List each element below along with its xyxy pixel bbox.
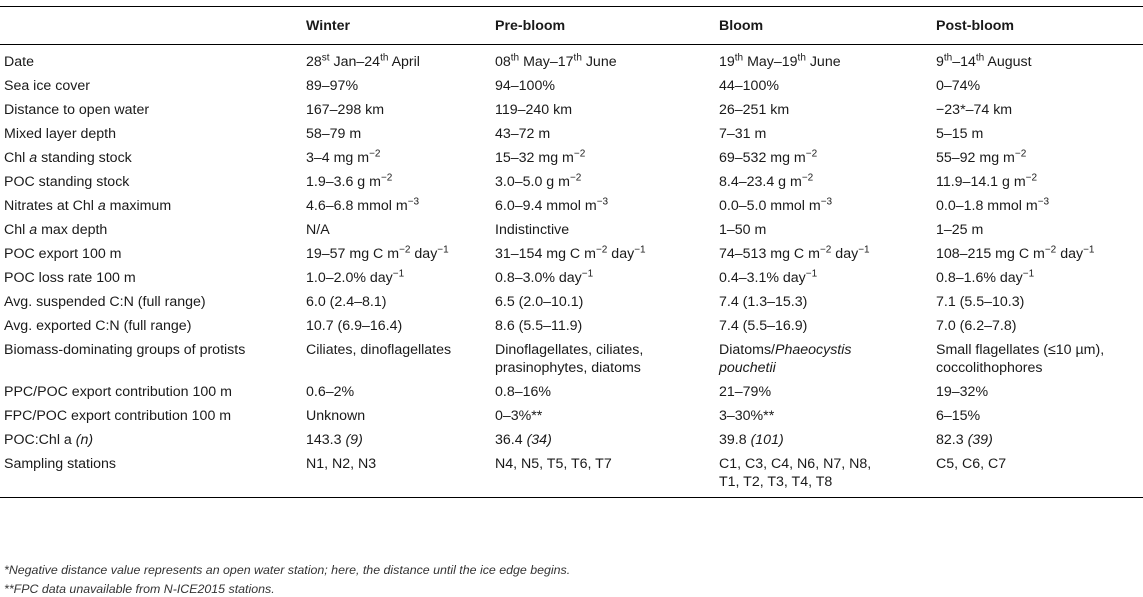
table-cell — [306, 266, 495, 290]
row-label — [0, 428, 306, 452]
text-run: –14 — [952, 54, 976, 70]
text-run: 0.8–3.0% day — [495, 270, 582, 286]
row-label — [0, 452, 306, 498]
table-cell — [306, 404, 495, 428]
header-cell-label — [0, 7, 306, 45]
text-run: coccolithophores — [936, 360, 1043, 376]
text-run: Biomass-dominating groups of protists — [4, 342, 246, 358]
text-run: 6.0 (2.4–8.1) — [306, 294, 387, 310]
footnote-2: **FPC data unavailable from N-ICE2015 stations. — [4, 582, 275, 596]
table-cell — [936, 242, 1143, 266]
text-run: maximum — [105, 198, 172, 214]
superscript: −1 — [634, 244, 646, 256]
table-cell — [936, 452, 1143, 498]
text-run: 1.9–3.6 g m — [306, 174, 381, 190]
table-cell — [306, 45, 495, 75]
table-row — [0, 266, 1143, 290]
table-cell — [495, 452, 719, 498]
table-cell — [306, 74, 495, 98]
table-row — [0, 404, 1143, 428]
text-run: 7.0 (6.2–7.8) — [936, 318, 1017, 334]
superscript: −2 — [399, 244, 411, 256]
text-run: POC standing stock — [4, 174, 130, 190]
table-cell — [936, 338, 1143, 380]
table-cell — [306, 122, 495, 146]
row-label — [0, 122, 306, 146]
table-row — [0, 290, 1143, 314]
table-cell — [719, 45, 936, 75]
table-cell — [719, 98, 936, 122]
text-run: Distance to open water — [4, 102, 150, 118]
table-cell — [306, 146, 495, 170]
superscript: th — [975, 52, 985, 64]
text-run: April — [388, 54, 420, 70]
table-cell — [495, 428, 719, 452]
text-run: (n) — [75, 432, 94, 448]
text-run: 89–97% — [306, 78, 359, 94]
header-cell-post-bloom: Post-bloom — [936, 18, 1015, 34]
text-run: (34) — [526, 432, 552, 448]
table-cell — [306, 290, 495, 314]
table-cell — [936, 218, 1143, 242]
text-run: T1, T2, T3, T4, T8 — [719, 474, 833, 490]
row-label — [0, 338, 306, 380]
text-run: 3–4 mg m — [306, 150, 370, 166]
text-run: a — [29, 150, 38, 166]
text-run: Avg. exported C:N (full range) — [4, 318, 192, 334]
table-cell — [936, 314, 1143, 338]
row-label — [0, 194, 306, 218]
text-run: 8.6 (5.5–11.9) — [495, 318, 583, 334]
text-run: 08 — [495, 54, 511, 70]
table-cell — [719, 428, 936, 452]
table-cell — [306, 242, 495, 266]
row-label — [0, 146, 306, 170]
text-run: standing stock — [37, 150, 132, 166]
text-run: POC loss rate 100 m — [4, 270, 136, 286]
table-cell — [936, 146, 1143, 170]
text-run: day — [410, 246, 438, 262]
superscript: −3 — [407, 196, 420, 208]
text-run: 6–15% — [936, 408, 981, 424]
text-run: 19–32% — [936, 384, 989, 400]
superscript: th — [380, 52, 389, 64]
superscript: −2 — [595, 244, 608, 256]
table-row — [0, 170, 1143, 194]
text-run: 21–79% — [719, 384, 772, 400]
text-run: C5, C6, C7 — [936, 456, 1007, 472]
superscript: st — [321, 52, 330, 64]
text-run: Ciliates, dinoflagellates — [306, 342, 452, 358]
table-cell — [495, 146, 719, 170]
text-run: a — [29, 222, 38, 238]
text-run: 0.0–1.8 mmol m — [936, 198, 1038, 214]
text-run: 55–92 mg m — [936, 150, 1015, 166]
text-run: June — [805, 54, 841, 70]
text-run: (39) — [967, 432, 993, 448]
table-cell — [719, 404, 936, 428]
superscript: th — [510, 52, 520, 64]
text-run: 8.4–23.4 g m — [719, 174, 802, 190]
superscript: −2 — [380, 172, 393, 184]
text-run: 108–215 mg C m — [936, 246, 1045, 262]
table-cell — [495, 404, 719, 428]
text-run: Chl — [4, 150, 30, 166]
table-cell — [936, 45, 1143, 75]
text-run: May–19 — [743, 54, 798, 70]
text-run: 1–25 m — [936, 222, 984, 238]
text-run: 0.4–3.1% day — [719, 270, 806, 286]
table-row — [0, 314, 1143, 338]
text-run: 6.0–9.4 mmol m — [495, 198, 597, 214]
text-run: 26–251 km — [719, 102, 790, 118]
text-run: (101) — [750, 432, 784, 448]
table-cell — [719, 218, 936, 242]
text-run: prasinophytes, diatoms — [495, 360, 641, 376]
table-cell — [495, 74, 719, 98]
table-row — [0, 98, 1143, 122]
text-run: 74–513 mg C m — [719, 246, 820, 262]
text-run: 143.3 — [306, 432, 346, 448]
text-run: Phaeocystis — [774, 342, 852, 358]
header-cell-winter: Winter — [306, 18, 351, 34]
table-cell — [936, 404, 1143, 428]
superscript: th — [797, 52, 806, 64]
superscript: th — [573, 52, 582, 64]
text-run: Date — [4, 54, 34, 70]
text-run: (9) — [345, 432, 363, 448]
text-run: POC export 100 m — [4, 246, 122, 262]
text-run: Diatoms/ — [719, 342, 775, 358]
text-run: Unknown — [306, 408, 366, 424]
text-run: 3–30%** — [719, 408, 775, 424]
table-cell — [719, 266, 936, 290]
text-run: 7–31 m — [719, 126, 767, 142]
table-cell — [306, 170, 495, 194]
row-label — [0, 380, 306, 404]
text-run: 19 — [719, 54, 735, 70]
superscript: −2 — [573, 148, 586, 160]
text-run: 9 — [936, 54, 944, 70]
text-run: Mixed layer depth — [4, 126, 116, 142]
text-run: Indistinctive — [495, 222, 570, 238]
text-run: 7.4 (1.3–15.3) — [719, 294, 808, 310]
text-run: May–17 — [519, 54, 574, 70]
table-cell — [495, 98, 719, 122]
table-cell — [306, 452, 495, 498]
superscript: −2 — [819, 244, 832, 256]
table-cell — [719, 194, 936, 218]
text-run: 0.0–5.0 mmol m — [719, 198, 821, 214]
table-cell — [936, 380, 1143, 404]
superscript: −1 — [805, 268, 818, 280]
superscript: −2 — [805, 148, 818, 160]
text-run: FPC/POC export contribution 100 m — [4, 408, 232, 424]
text-run: 6.5 (2.0–10.1) — [495, 294, 584, 310]
text-run: 58–79 m — [306, 126, 362, 142]
table-row — [0, 74, 1143, 98]
text-run: day — [831, 246, 859, 262]
table-cell — [936, 194, 1143, 218]
table-cell — [495, 122, 719, 146]
text-run: N1, N2, N3 — [306, 456, 377, 472]
text-run: 94–100% — [495, 78, 555, 94]
text-run: C1, C3, C4, N6, N7, N8, — [719, 456, 872, 472]
text-run: 0.8–16% — [495, 384, 552, 400]
table-cell — [719, 452, 936, 498]
text-run: day — [607, 246, 635, 262]
text-run: Avg. suspended C:N (full range) — [4, 294, 206, 310]
text-run: Jan–24 — [329, 54, 381, 70]
text-run: June — [581, 54, 617, 70]
text-run: 3.0–5.0 g m — [495, 174, 570, 190]
text-run: −23*–74 km — [936, 102, 1013, 118]
superscript: −3 — [820, 196, 833, 208]
text-run: Sea ice cover — [4, 78, 90, 94]
data-table — [0, 6, 1143, 498]
table-cell — [936, 122, 1143, 146]
table-cell — [495, 338, 719, 380]
superscript: −1 — [1083, 244, 1095, 256]
table-row — [0, 194, 1143, 218]
superscript: −1 — [392, 268, 405, 280]
table-cell — [719, 74, 936, 98]
table-row — [0, 428, 1143, 452]
table-row — [0, 380, 1143, 404]
row-label — [0, 404, 306, 428]
text-run: Dinoflagellates, ciliates, — [495, 342, 644, 358]
table-cell — [719, 122, 936, 146]
text-run: 0.8–1.6% day — [936, 270, 1023, 286]
footnote-1: *Negative distance value represents an open water station; here, the distance until the ice edge begins. — [4, 563, 571, 577]
text-run: 31–154 mg C m — [495, 246, 596, 262]
text-run: max depth — [37, 222, 108, 238]
table-row — [0, 146, 1143, 170]
superscript: −2 — [369, 148, 381, 160]
text-run: Small flagellates (≤10 µm), — [936, 342, 1105, 358]
text-run: POC:Chl a — [4, 432, 76, 448]
text-run: 69–532 mg m — [719, 150, 806, 166]
table-cell — [306, 314, 495, 338]
superscript: −2 — [801, 172, 814, 184]
header-cell-pre-bloom: Pre-bloom — [495, 18, 566, 34]
text-run: 167–298 km — [306, 102, 385, 118]
table-cell — [719, 380, 936, 404]
text-run: 15–32 mg m — [495, 150, 574, 166]
table-cell — [936, 290, 1143, 314]
table-cell — [495, 218, 719, 242]
text-run: 0–74% — [936, 78, 981, 94]
table-cell — [306, 194, 495, 218]
superscript: −1 — [1022, 268, 1035, 280]
table-cell — [719, 314, 936, 338]
table-cell — [306, 338, 495, 380]
row-label — [0, 242, 306, 266]
text-run: 43–72 m — [495, 126, 551, 142]
superscript: −2 — [1044, 244, 1057, 256]
table-cell — [495, 170, 719, 194]
row-label — [0, 218, 306, 242]
superscript: −2 — [1025, 172, 1038, 184]
table-cell — [936, 98, 1143, 122]
text-run: 119–240 km — [495, 102, 573, 118]
header-cell-bloom: Bloom — [719, 18, 764, 34]
text-run: Nitrates at Chl — [4, 198, 98, 214]
table-row — [0, 242, 1143, 266]
row-label — [0, 314, 306, 338]
table-row — [0, 45, 1143, 75]
text-run: 11.9–14.1 g m — [936, 174, 1026, 190]
table-cell — [306, 380, 495, 404]
row-label — [0, 290, 306, 314]
table-row — [0, 338, 1143, 380]
text-run: 5–15 m — [936, 126, 984, 142]
text-run: pouchetii — [719, 360, 776, 376]
superscript: −3 — [1037, 196, 1050, 208]
table-row — [0, 218, 1143, 242]
text-run: 82.3 — [936, 432, 968, 448]
text-run: a — [97, 198, 106, 214]
text-run: Sampling stations — [4, 456, 116, 472]
table-cell — [495, 242, 719, 266]
superscript: −1 — [858, 244, 870, 256]
text-run: 0.6–2% — [306, 384, 355, 400]
text-run: 19–57 mg C m — [306, 246, 400, 262]
text-run: N/A — [306, 222, 330, 238]
table-body — [0, 45, 1143, 498]
superscript: −1 — [437, 244, 449, 256]
text-run: 39.8 — [719, 432, 751, 448]
table-row — [0, 122, 1143, 146]
text-run: 36.4 — [495, 432, 527, 448]
text-run: 7.1 (5.5–10.3) — [936, 294, 1025, 310]
row-label — [0, 98, 306, 122]
text-run: day — [1056, 246, 1084, 262]
table-cell — [936, 266, 1143, 290]
text-run: 1.0–2.0% day — [306, 270, 393, 286]
table-cell — [306, 428, 495, 452]
superscript: −1 — [581, 268, 594, 280]
table-cell — [719, 290, 936, 314]
table-cell — [936, 74, 1143, 98]
text-run: 10.7 (6.9–16.4) — [306, 318, 403, 334]
superscript: th — [734, 52, 744, 64]
table-cell — [495, 266, 719, 290]
table-cell — [495, 314, 719, 338]
table-cell — [495, 45, 719, 75]
table-cell — [306, 218, 495, 242]
table-row — [0, 452, 1143, 498]
superscript: −2 — [569, 172, 582, 184]
text-run: 1–50 m — [719, 222, 767, 238]
table-cell — [719, 170, 936, 194]
text-run: 44–100% — [719, 78, 779, 94]
text-run: N4, N5, T5, T6, T7 — [495, 456, 612, 472]
header-row — [0, 7, 1143, 45]
superscript: −2 — [1014, 148, 1027, 160]
superscript: th — [943, 52, 953, 64]
table-cell — [495, 380, 719, 404]
row-label — [0, 45, 306, 75]
text-run: Chl — [4, 222, 30, 238]
row-label — [0, 266, 306, 290]
table-cell — [306, 98, 495, 122]
text-run: 7.4 (5.5–16.9) — [719, 318, 808, 334]
table-cell — [719, 146, 936, 170]
text-run: PPC/POC export contribution 100 m — [4, 384, 232, 400]
table-cell — [495, 290, 719, 314]
text-run: 28 — [306, 54, 322, 70]
table-cell — [719, 338, 936, 380]
table-cell — [495, 194, 719, 218]
text-run: 0–3%** — [495, 408, 543, 424]
text-run: 4.6–6.8 mmol m — [306, 198, 408, 214]
row-label — [0, 74, 306, 98]
text-run: August — [984, 54, 1032, 70]
table-cell — [936, 428, 1143, 452]
table-cell — [936, 170, 1143, 194]
row-label — [0, 170, 306, 194]
superscript: −3 — [596, 196, 609, 208]
table-cell — [719, 242, 936, 266]
